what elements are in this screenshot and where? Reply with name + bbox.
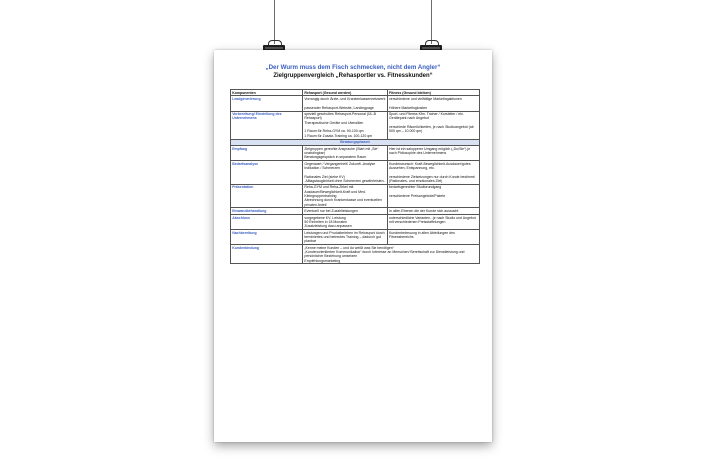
cell-fitness [387, 184, 479, 208]
cell-komponente: Abschluss [231, 214, 303, 229]
cell-fitness [387, 146, 479, 161]
cell-line: Empfehlungsmarketing [304, 258, 341, 263]
cell-line: Höhere Marketingkosten [389, 105, 428, 110]
cell-fitness [387, 96, 479, 111]
cell-komponente: Kundenbindung [231, 245, 303, 264]
cell-rehasport [303, 230, 388, 245]
cell-line: In allen Ebenen die der Kunde sich aussucht [389, 209, 459, 214]
cell-line: verschiedene Zielsetzungen nur durch Kunde bestimmt (Rationales- und emotionales Ziel) [389, 174, 475, 183]
cell-line: „Kenne meine Kunden – und du weißt was Sie benötigen“ [304, 245, 394, 250]
poster-title: „Der Wurm muss dem Fisch schmecken, nicht dem Angler“ [265, 64, 441, 71]
table-row [231, 245, 480, 264]
cell-line: Zusatzleistung dazu anpassen [304, 224, 352, 229]
cell-komponente: Vorbereitung/ Einstellung des Unternehmens [231, 111, 303, 139]
cell-line: speziell geschultes Rehasport-Personal (ÜL-B Rehasport) [304, 112, 376, 121]
cell-line: Indikation / Schmerzen [304, 165, 340, 170]
cell-line: Hier ist ein salopperer Umgang möglich („Du/Sie“) je nach Philosophie des Unternehmens [389, 146, 471, 155]
table-row [231, 184, 480, 208]
cell-line: verschiedene Preisangebote/Pakete [389, 193, 446, 198]
cell-line: Reha-GYM und Reha-Zirkel mit Ausdauer/Beweglichkeit-Kraft und Med. Kleingruppentraining [304, 185, 366, 198]
cell-line: Gerätepark nach Angebot [389, 116, 429, 121]
hanging-wire-left [274, 0, 275, 44]
table-row [231, 146, 480, 161]
cell-rehasport [303, 214, 388, 229]
cell-line: Rationales Ziel (siehe KV) [304, 174, 345, 179]
cell-line: Kundenwunsch: Kraft-Beweglichkeit-Ausdauer/gutes Aussehen, Entspannung, etc. [389, 161, 471, 170]
table-row [231, 214, 480, 229]
cell-line: Vorrangig durch Ärzte- und Krankenkassennetzwerk [304, 97, 386, 102]
cell-line: Beratungsgespräch in separatem Raum [304, 155, 367, 160]
cell-komponente: Empfang [231, 146, 303, 161]
cell-line: unterschiedliche Varianten...je nach Studio und Angebot mit verschiedenen Preisstaffelungen [389, 215, 476, 224]
table-row [231, 230, 480, 245]
table-row [231, 161, 480, 185]
cell-rehasport [303, 111, 388, 139]
cell-line: verschiedene und vielfältige Marketingaktionen [389, 97, 462, 102]
table-row [231, 96, 480, 111]
cell-rehasport [303, 161, 388, 185]
cell-rehasport [303, 184, 388, 208]
header-fitness: Fitness (Gesund bleiben) [387, 90, 479, 96]
cell-line: Sport- und Fitness Kfm. Trainer / Kursleiter / etc. [389, 112, 464, 117]
hanging-wire-right [431, 0, 432, 44]
header-komponenten: Komponenten [231, 90, 303, 96]
cell-line: „Kundenorientierten Kommunikation“ durch Interesse an Menschen/ Bereitschaft zur Dienstleistung und persönlicher Beziehung umsetzen [304, 249, 465, 259]
cell-line: 1 Raum für Reha-GYM ca. 90-100 qm [304, 129, 364, 134]
cell-line: verschiede Räumlichkeiten, je nach Studioangebot (ab 500 qm – 10.000 qm) [389, 125, 474, 134]
cell-line: 1 Raum für Zusatz-Training ca. 100-120 qm [304, 133, 373, 138]
cell-fitness [387, 214, 479, 229]
cell-line: 50 Einheiten in 18 Monaten [304, 219, 348, 224]
cell-line: passender Rehasport-Website, Landingpage [304, 105, 374, 110]
cell-line: Eventuell nur bei Zuzahlleistungen [304, 209, 358, 214]
cell-line: bedarfsgerechter Studiorundgang [389, 185, 442, 190]
phase-label: Beratungsphasen [231, 139, 480, 145]
cell-fitness [387, 161, 479, 185]
cell-line: vorgegebene KV- Leistung [304, 215, 346, 220]
cell-komponente: Leadgenerierung [231, 96, 303, 111]
cell-rehasport [303, 146, 388, 161]
cell-line: -Alltagstauglichkeit ohne Schmerzen gewährleisten- [304, 178, 385, 183]
cell-komponente: Präsentation [231, 184, 303, 208]
poster-sheet [214, 50, 492, 442]
cell-line: Abrechnung durch Krankenkasse und eventuellen privaten Anteil [304, 198, 382, 207]
header-rehasport: Rehasport (Gesund werden) [303, 90, 388, 96]
cell-komponente: Bedarfsanalyse [231, 161, 303, 185]
comparison-table [230, 89, 480, 264]
cell-komponente: Nachbereitung [231, 230, 303, 245]
table-row [231, 111, 480, 139]
cell-line: Leistungen und Produkterleben im Rehasport durch terminiertes und betreutes Training – dadurch gut planbar [304, 230, 385, 244]
cell-line: Gegenwart / Vergangenheit/ Zukunft -Analyse [304, 161, 376, 166]
cell-rehasport [303, 96, 388, 111]
cell-fitness [387, 230, 479, 245]
poster-subtitle: Zielgruppenvergleich „Rehasportler vs. Fitnesskunden“ [273, 73, 433, 79]
cell-line: Therapeutische Geräte und Utensilien [304, 120, 364, 125]
cell-komponente: Einwandbehandlung [231, 208, 303, 214]
cell-line: Kundenbetreuung in allen Abteilungen des Fitnessbereichs [389, 230, 455, 239]
cell-fitness [387, 111, 479, 139]
cell-kundenbindung [303, 245, 480, 264]
cell-line: Zielgruppen gerechte Ansprache (Start mit „Sie“ unabdingbar) [304, 146, 379, 155]
